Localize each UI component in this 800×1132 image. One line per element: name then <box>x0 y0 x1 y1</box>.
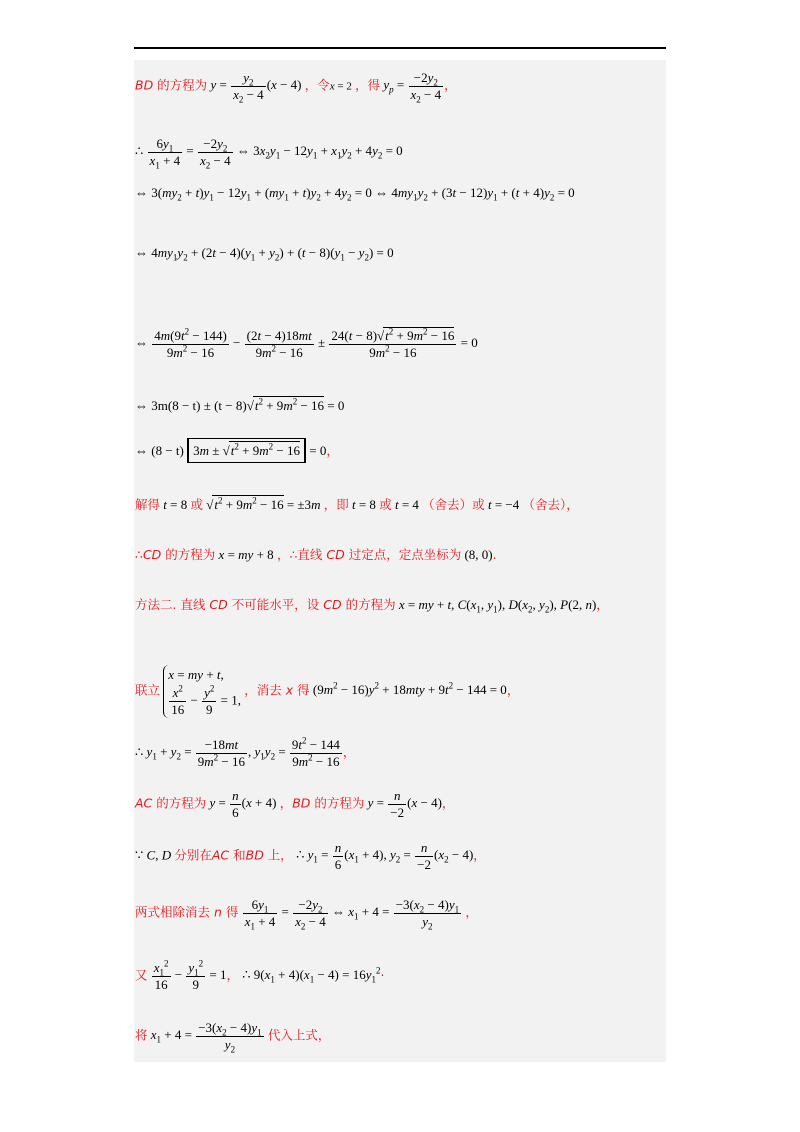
line-divide: 两式相除消去 n 得 $\frac{6y_1}{x_1 + 4}$ = $\frac{-2y_2}{x_2 - 4}$ ⇔ $x_1 + 4$ = $\frac{-3(x_2 - 4)y_1}{y_2}$ ， <box>135 897 478 932</box>
line-hyperbola-point: 又 $\frac{x_1^2}{16}$ − $\frac{y_1^2}{9}$ = 1， ∴ $9(x_1 + 4)(x_1 - 4) = 16y_1^2\cdot$ <box>135 958 385 992</box>
line-vieta-substituted: ⇔ $\frac{4m(9t^2 - 144)}{9m^2 - 16}$ − $\frac{(2t - 4)18mt}{9m^2 - 16}$ ± $\frac{24(t - 8)√t^2 + 9m^2 - 16}{9m^2 - 16}$ = 0 <box>135 326 478 360</box>
line-rearranged: ⇔ $4my_1y_2 + (2t - 4)(y_1 + y_2) + (t - 8)(y_1 - y_2) = 0$ <box>135 245 394 263</box>
line-system: 联立 x = my + t, $\frac{x^2}{16}$ − $\frac{y^2}{9}$ = 1, ，消去 x 得 $(9m^2 - 16)y^2 + 18mty + 9t^2 - 144 = 0$， <box>135 667 520 717</box>
line-method-two: 方法二. 直线 CD 不可能水平，设 CD 的方程为 x = my + t, $C(x_1$, $y_1$), $D(x_2$, $y_2$), P(2, n)， <box>135 597 609 615</box>
line-points-on-lines: ∵ C, D 分别在AC 和BD 上， ∴ $y_1$ = $\frac{n}{6}$ $(x_1 + 4)$, $y_2$ = $\frac{n}{-2}$ $(x_2 - 4)$， <box>135 840 486 872</box>
line-simplified: ⇔ $3m(8 - t) \pm (t - 8)√t^2 + 9m^2 - 16 = 0$ <box>135 396 345 413</box>
line-substitute-into: 将 $x_1 + 4$ = $\frac{-3(x_2 - 4)y_1}{y_2}$ 代入上式， <box>135 1020 331 1055</box>
line-bd-equation: BD 的方程为 y = $\frac{y_2}{x_2 - 4}$ (x − 4) ，令x = 2 ，得 $y_p$ = $\frac{-2y_2}{x_2 - 4}$ ， <box>135 70 457 105</box>
line-substitution: ⇔ $3(my_2 + t)y_1 - 12y_1 + (my_1 + t)y_2 + 4y_2 = 0$ ⇔ $4my_1y_2 + (3t - 12)y_1 + (t + 4)y_2 = 0$ <box>135 185 575 203</box>
line-vieta: ∴ $y_1 + y_2$ = $\frac{-18mt}{9m^2 - 16}$ , $y_1y_2$ = $\frac{9t^2 - 144}{9m^2 - 16}$ ， <box>135 735 356 769</box>
header-rule <box>134 47 666 49</box>
line-factored: ⇔ (8 − t) $3m \pm √t^2 + 9m^2 - 16 = 0$， <box>135 438 339 463</box>
line-ratio-equation: ∴ $\frac{6y_1}{x_1 + 4}$ = $\frac{-2y_2}{x_2 - 4}$ ⇔ $3x_2y_1 - 12y_1 + x_1y_2 + 4y_2 = 0$ <box>135 136 403 171</box>
line-ac-bd-equations: AC 的方程为 y = $\frac{n}{6}$ (x + 4) ，BD 的方程为 y = $\frac{n}{-2}$ (x − 4)， <box>135 788 455 820</box>
line-cd-fixed-point: ∴CD 的方程为 x = my + 8 ，∴直线 CD 过定点，定点坐标为 (8, 0). <box>135 547 497 562</box>
line-solution: 解得 t = 8 或 $√t^2 + 9m^2 - 16 = \pm 3m$ ，即 t = 8 或 t = 4 （舍去）或 t = −4 （舍去）， <box>135 495 579 512</box>
